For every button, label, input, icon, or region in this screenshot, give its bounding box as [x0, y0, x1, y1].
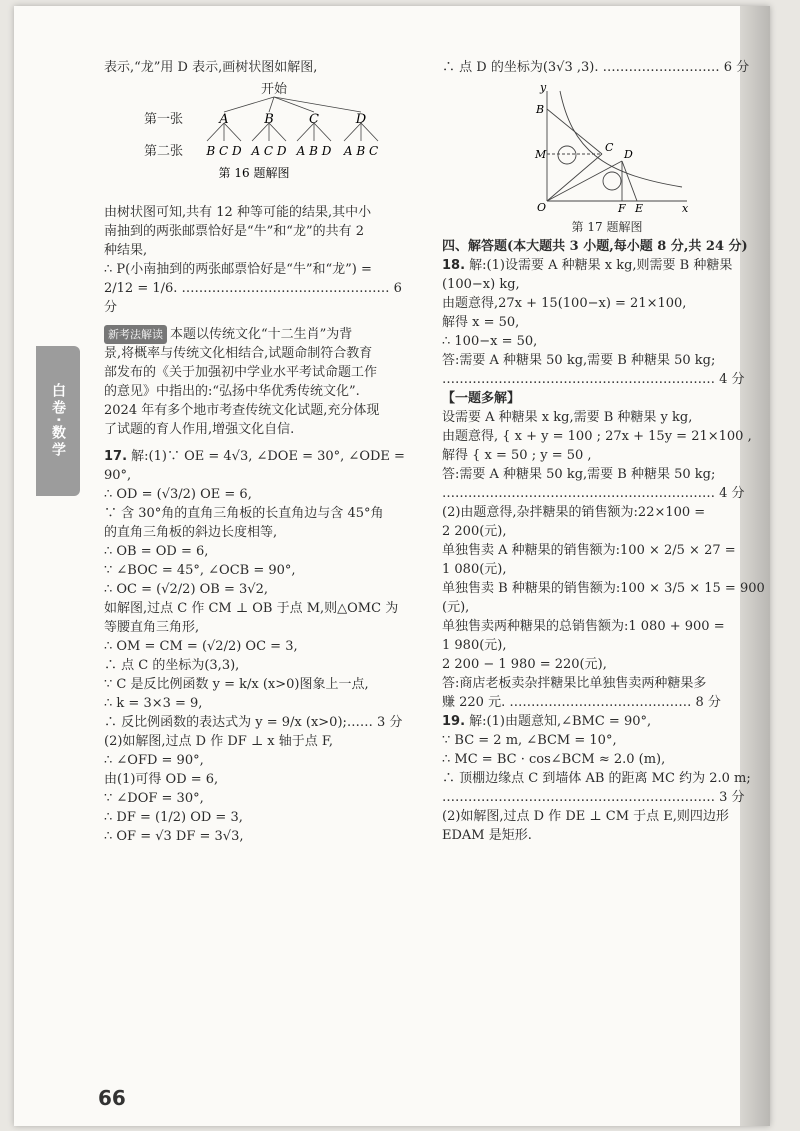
- right-column: [442, 58, 770, 845]
- q17-line: 由(1)可得 OD = 6,: [104, 772, 219, 787]
- q18-text: 解:(1)设需要 A 种糖果 x kg,则需要 B 种糖果: [469, 258, 733, 273]
- q18-line: 赚 220 元. …………………………………… 8 分: [442, 695, 721, 710]
- fig17-label-y: y: [540, 81, 547, 94]
- q18-line: (元),: [442, 600, 470, 615]
- commentary-text: 本题以传统文化“十二生肖”为背: [170, 327, 353, 342]
- q18-line: 由题意得,27x + 15(100−x) = 21×100,: [442, 296, 687, 311]
- q18-line: 1 080(元),: [442, 562, 507, 577]
- q18-line: 单独售卖 A 种糖果的销售额为:100 × 2/5 × 27 =: [442, 543, 736, 558]
- left-column: [104, 58, 419, 846]
- q18-line: 【一题多解】: [442, 391, 521, 406]
- q18-line: (100−x) kg,: [442, 277, 520, 292]
- solution-line: ∴ P(小南抽到的两张邮票恰好是“牛”和“龙”) =: [104, 262, 372, 277]
- q19-text: 解:(1)由题意知,∠BMC = 90°,: [469, 714, 652, 729]
- q19-number: 19.: [442, 714, 466, 729]
- commentary-line: [104, 325, 419, 344]
- q18-line: 答:需要 A 种糖果 50 kg,需要 B 种糖果 50 kg;: [442, 467, 716, 482]
- q17-line: ∴ OB = OD = 6,: [104, 544, 209, 559]
- q17-line: ∵ 含 30°角的直角三角板的长直角边与含 45°角: [104, 506, 384, 521]
- q17-line: ∴ k = 3×3 = 9,: [104, 696, 203, 711]
- q19-line: ……………………………………………………… 3 分: [442, 790, 745, 805]
- q17-line: 等腰直角三角形,: [104, 620, 200, 635]
- q19-line: ∴ 顶棚边缘点 C 到墙体 AB 的距离 MC 约为 2.0 m;: [442, 771, 751, 786]
- tree-row1-label: 第一张: [144, 112, 184, 127]
- section-title: 四、解答题(本大题共 3 小题,每小题 8 分,共 24 分): [442, 239, 748, 254]
- q17-line: ∴ ∠OFD = 90°,: [104, 753, 204, 768]
- q17-line: ∴ OC = (√2/2) OB = 3√2,: [104, 582, 268, 597]
- tree-l1-b: B: [264, 112, 274, 127]
- q18-line: 答:需要 A 种糖果 50 kg,需要 B 种糖果 50 kg;: [442, 353, 716, 368]
- q18-line: [442, 256, 770, 275]
- q17-line: 如解图,过点 C 作 CM ⊥ OB 于点 M,则△OMC 为: [104, 601, 399, 616]
- tree-l1-d: D: [355, 112, 367, 127]
- q17-line: ∵ ∠BOC = 45°, ∠OCB = 90°,: [104, 563, 296, 578]
- q18-line: ……………………………………………………… 4 分: [442, 372, 745, 387]
- commentary-line: 景,将概率与传统文化相结合,试题命制符合教育: [104, 346, 373, 361]
- q17-line: ∴ OF = √3 DF = 3√3,: [104, 829, 244, 844]
- q17-line: ∵ ∠DOF = 30°,: [104, 791, 204, 806]
- fig17-label-d: D: [624, 148, 633, 161]
- q17-line: ∴ OM = CM = (√2/2) OC = 3,: [104, 639, 298, 654]
- tree-caption: 第 16 题解图: [218, 166, 290, 180]
- q18-line: 答:商店老板卖杂拌糖果比单独售卖两种糖果多: [442, 676, 707, 691]
- commentary-line: 的意见》中指出的:“弘扬中华优秀传统文化”.: [104, 384, 360, 399]
- tree-root: 开始: [260, 82, 288, 97]
- solution-line: 种结果,: [104, 243, 148, 258]
- tree-l2-a: B C D: [206, 144, 242, 158]
- fig17-label-b: B: [536, 103, 545, 116]
- q19-line: ∴ MC = BC · cos∠BCM ≈ 2.0 (m),: [442, 752, 666, 767]
- tree-l2-d: A B C: [343, 144, 379, 158]
- q17-continuation: ∴ 点 D 的坐标为(3√3 ,3). ……………………… 6 分: [442, 60, 750, 75]
- tree-l1-c: C: [309, 112, 319, 127]
- fig17-label-f: F: [618, 202, 626, 214]
- q19-line: (2)如解图,过点 D 作 DE ⊥ CM 于点 E,则四边形: [442, 809, 729, 824]
- commentary-line: 部发布的《关于加强初中学业水平考试命题工作: [104, 365, 378, 380]
- commentary-line: 2024 年有多个地市考查传统文化试题,充分体现: [104, 403, 380, 418]
- figure-17: [442, 79, 770, 214]
- q18-line: ∴ 100−x = 50,: [442, 334, 538, 349]
- q19-line: [442, 712, 770, 731]
- q18-line: 解得 x = 50,: [442, 315, 520, 330]
- q17-line: ∴ DF = (1/2) OD = 3,: [104, 810, 243, 825]
- q17-line: [104, 447, 419, 485]
- textbook-page: [14, 6, 770, 1126]
- commentary-line: 了试题的育人作用,增强文化自信.: [104, 422, 295, 437]
- q17-line: ∴ 反比例函数的表达式为 y = 9/x (x>0);…… 3 分: [104, 715, 403, 730]
- q18-line: 2 200 − 1 980 = 220(元),: [442, 657, 607, 672]
- q18-line: 设需要 A 种糖果 x kg,需要 B 种糖果 y kg,: [442, 410, 693, 425]
- q19-line: EDAM 是矩形.: [442, 828, 532, 843]
- q17-text: 解:(1)∵ OE = 4√3, ∠DOE = 30°, ∠ODE = 90°,: [104, 449, 410, 483]
- solution-line: 2/12 = 1/6. ………………………………………… 6 分: [104, 281, 407, 315]
- fig17-label-m: M: [535, 148, 547, 161]
- q17-line: ∴ 点 C 的坐标为(3,3),: [104, 658, 240, 673]
- page-number: 66: [98, 1086, 126, 1110]
- solution-line: 南抽到的两张邮票恰好是“牛”和“龙”的共有 2: [104, 224, 364, 239]
- q18-line: 1 980(元),: [442, 638, 507, 653]
- side-tab: 白卷·数学: [36, 346, 80, 496]
- q17-line: 的直角三角板的斜边长度相等,: [104, 525, 278, 540]
- new-method-badge: 新考法解读: [104, 325, 167, 344]
- solution-line: 由树状图可知,共有 12 种等可能的结果,其中小: [104, 205, 372, 220]
- q18-number: 18.: [442, 258, 466, 273]
- q17-number: 17.: [104, 449, 128, 464]
- fig17-caption: 第 17 题解图: [571, 220, 643, 234]
- tree-diagram-svg: [104, 79, 419, 197]
- fig17-label-e: E: [635, 202, 644, 214]
- fig17-label-c: C: [605, 141, 614, 154]
- intro-line: 表示,“龙”用 D 表示,画树状图如解图,: [104, 60, 318, 75]
- fig17-label-o: O: [537, 201, 547, 214]
- tree-l1-a: A: [219, 112, 229, 127]
- q18-line: 2 200(元),: [442, 524, 507, 539]
- tree-l2-c: A B D: [296, 144, 332, 158]
- tree-row2-label: 第二张: [144, 144, 184, 159]
- q17-line: ∵ C 是反比例函数 y = k/x (x>0)图象上一点,: [104, 677, 369, 692]
- q18-line: (2)由题意得,杂拌糖果的销售额为:22×100 =: [442, 505, 706, 520]
- q18-line: ……………………………………………………… 4 分: [442, 486, 745, 501]
- q18-line: 单独售卖两种糖果的总销售额为:1 080 + 900 =: [442, 619, 725, 634]
- q18-line: 解得 { x = 50 ; y = 50 ,: [442, 448, 592, 463]
- fig17-label-x: x: [682, 202, 689, 214]
- q17-line: (2)如解图,过点 D 作 DF ⊥ x 轴于点 F,: [104, 734, 334, 749]
- figure-17-svg: [442, 79, 762, 214]
- q19-line: ∵ BC = 2 m, ∠BCM = 10°,: [442, 733, 617, 748]
- tree-diagram: [104, 79, 419, 197]
- q18-line: 由题意得, { x + y = 100 ; 27x + 15y = 21×100 ,: [442, 429, 752, 444]
- q17-line: ∴ OD = (√3/2) OE = 6,: [104, 487, 252, 502]
- q18-line: 单独售卖 B 种糖果的销售额为:100 × 3/5 × 15 = 900: [442, 581, 765, 596]
- tree-l2-b: A C D: [251, 144, 287, 158]
